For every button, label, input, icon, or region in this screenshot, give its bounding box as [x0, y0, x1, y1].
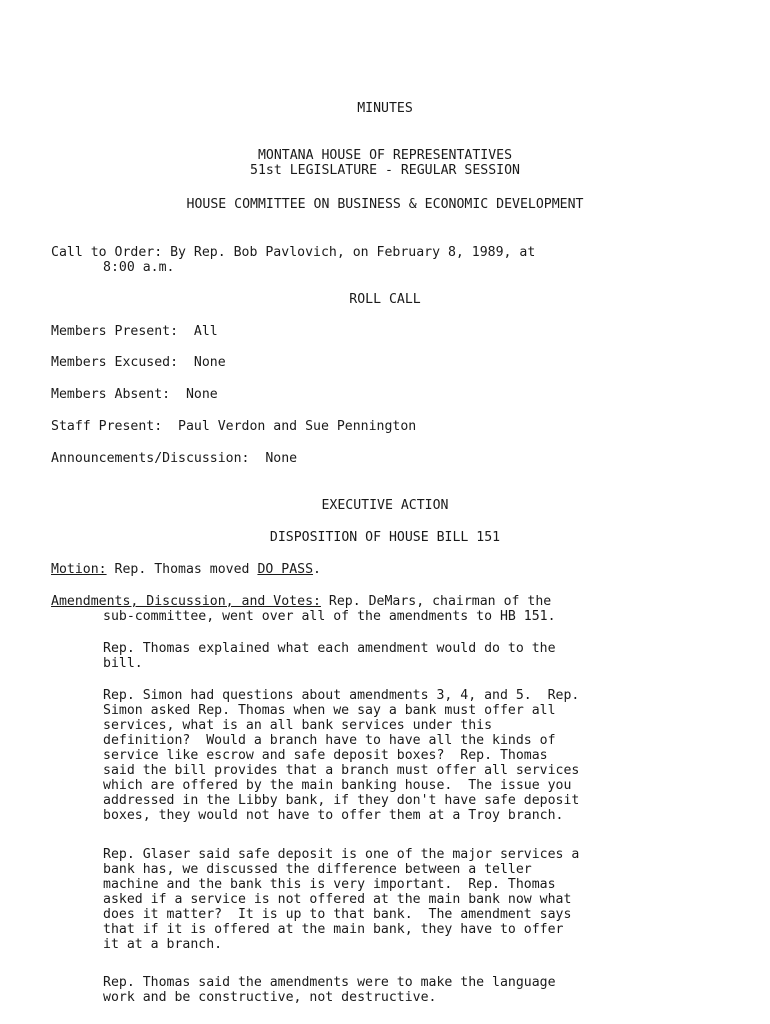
amendments-continuation: sub-committee, went over all of the amendments to HB 151. — [103, 609, 556, 624]
members-excused: Members Excused: None — [51, 355, 226, 370]
paragraph-2 — [103, 688, 579, 823]
call-to-order-label: Call to Order: — [51, 245, 163, 260]
paragraph-line: that if it is offered at the main bank, they have to offer — [103, 922, 564, 937]
announcements: Announcements/Discussion: None — [51, 451, 298, 466]
paragraph-1 — [103, 641, 556, 671]
roll-call-heading: ROLL CALL — [349, 292, 421, 307]
call-to-order-time: 8:00 a.m. — [103, 260, 175, 275]
committee-name: HOUSE COMMITTEE ON BUSINESS & ECONOMIC DEVELOPMENT — [186, 197, 584, 212]
paragraph-line: does it matter? It is up to that bank. The amendment says — [103, 907, 572, 922]
motion-line — [51, 562, 321, 577]
paragraph-line: Rep. Glaser said safe deposit is one of the major services a — [103, 847, 580, 862]
motion-label: Motion: — [51, 562, 107, 577]
paragraph-line: machine and the bank this is very important. Rep. Thomas — [103, 877, 556, 892]
staff-present: Staff Present: Paul Verdon and Sue Pennington — [51, 419, 417, 434]
do-pass-text: DO PASS — [257, 562, 314, 577]
paragraph-line: addressed in the Libby bank, if they don't have safe deposit — [103, 793, 580, 808]
paragraph-line: definition? Would a branch have to have all the kinds of — [103, 733, 556, 748]
paragraph-line: Rep. Simon had questions about amendments 3, 4, and 5. Rep. — [103, 688, 580, 703]
motion-text: Rep. Thomas moved — [106, 562, 258, 577]
paragraph-line: boxes, they would not have to offer them at a Troy branch. — [103, 808, 564, 823]
paragraph-line: work and be constructive, not destructive. — [103, 990, 437, 1005]
paragraph-line: which are offered by the main banking house. The issue you — [103, 778, 572, 793]
paragraph-3 — [103, 847, 579, 952]
paragraph-line: bank has, we discussed the difference between a teller — [103, 862, 532, 877]
paragraph-line: asked if a service is not offered at the main bank now what — [103, 892, 572, 907]
amendments-line — [51, 594, 551, 609]
executive-action-heading: EXECUTIVE ACTION — [321, 498, 449, 513]
org-line-1: MONTANA HOUSE OF REPRESENTATIVES — [257, 148, 513, 163]
motion-period: . — [313, 562, 321, 577]
paragraph-4 — [103, 975, 556, 1005]
paragraph-line: said the bill provides that a branch must offer all services — [103, 763, 580, 778]
document-title: MINUTES — [357, 101, 413, 116]
paragraph-line: Rep. Thomas said the amendments were to make the language — [103, 975, 556, 990]
members-absent: Members Absent: None — [51, 387, 218, 402]
call-to-order-line — [51, 245, 535, 260]
amendments-label: Amendments, Discussion, and Votes: — [51, 594, 321, 609]
members-present: Members Present: All — [51, 324, 218, 339]
paragraph-line: Simon asked Rep. Thomas when we say a bank must offer all — [103, 703, 556, 718]
paragraph-line: service like escrow and safe deposit boxes? Rep. Thomas — [103, 748, 548, 763]
disposition-heading: DISPOSITION OF HOUSE BILL 151 — [269, 530, 501, 545]
call-to-order-text: By Rep. Bob Pavlovich, on February 8, 1989, at — [162, 245, 536, 260]
paragraph-line: Rep. Thomas explained what each amendment would do to the — [103, 641, 556, 656]
amendments-text: Rep. DeMars, chairman of the — [320, 594, 552, 609]
paragraph-line: it at a branch. — [103, 937, 223, 952]
org-line-2: 51st LEGISLATURE - REGULAR SESSION — [250, 163, 520, 178]
paragraph-line: services, what is an all bank services under this — [103, 718, 493, 733]
paragraph-line: bill. — [103, 656, 143, 671]
